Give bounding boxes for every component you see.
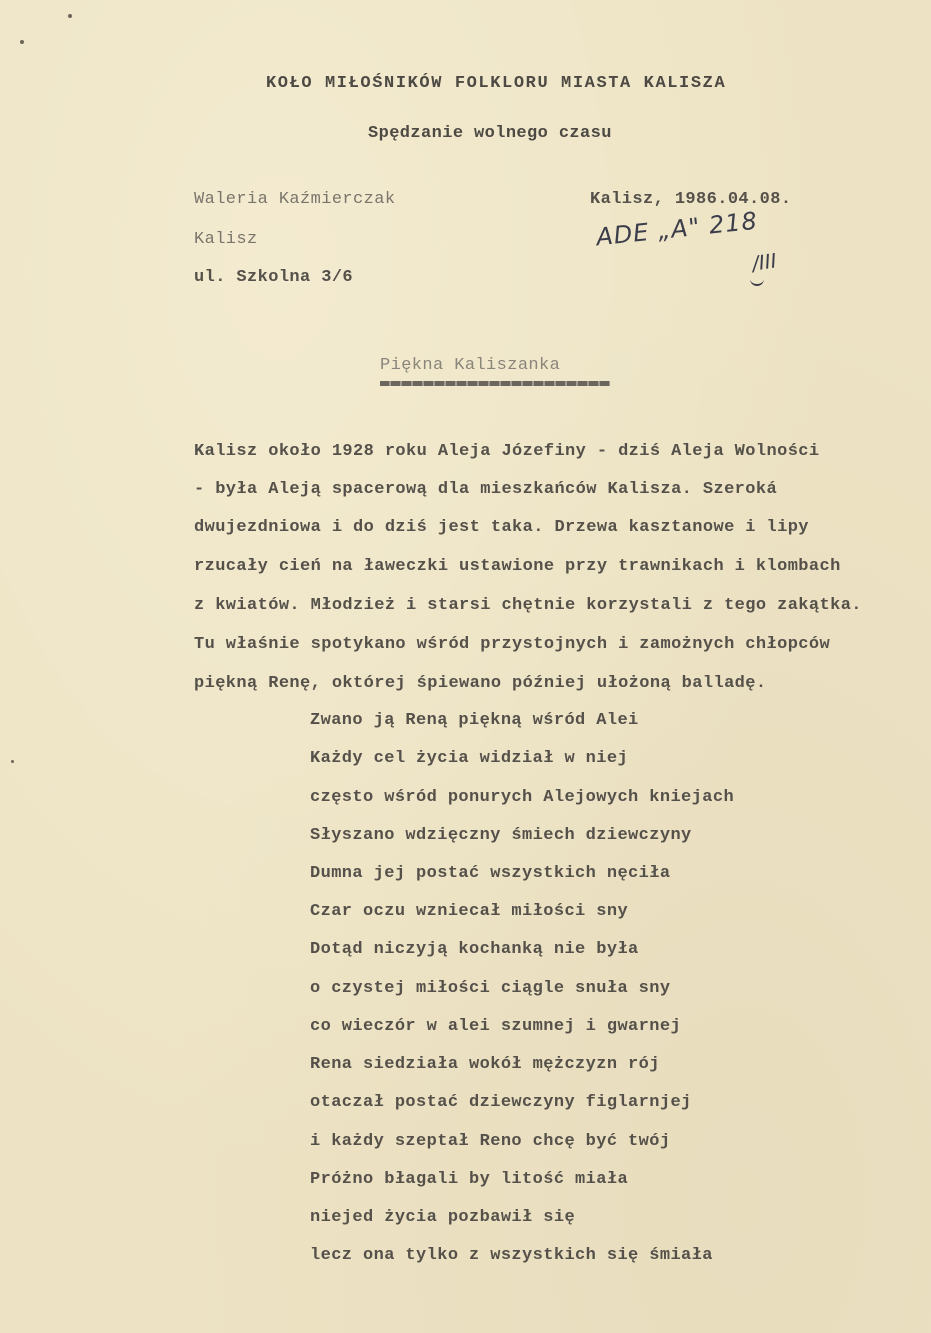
prose-line: Kalisz około 1928 roku Aleja Józefiny - dziś Aleja Wolności (194, 442, 820, 461)
title-underline (380, 381, 610, 386)
verse-line: Zwano ją Reną piękną wśród Alei (310, 711, 639, 730)
verse-line: Rena siedziała wokół mężczyzn rój (310, 1055, 660, 1074)
verse-line: lecz ona tylko z wszystkich się śmiała (310, 1246, 713, 1265)
verse-line: Czar oczu wzniecał miłości sny (310, 902, 629, 921)
verse-line: niejed życia pozbawił się (310, 1208, 576, 1227)
poem-title: Piękna Kaliszanka (380, 356, 561, 375)
verse-line: Każdy cel życia widział w niej (310, 749, 629, 768)
author-name: Waleria Kaźmierczak (194, 190, 396, 209)
prose-line: rzucały cień na ławeczki ustawione przy trawnikach i klombach (194, 557, 841, 576)
prose-line: - była Aleją spacerową dla mieszkańców Kalisza. Szeroká (194, 480, 778, 499)
paper-speck (68, 14, 72, 18)
prose-line: piękną Renę, októrej śpiewano później ułożoną balladę. (194, 674, 767, 693)
paper-speck (20, 40, 24, 44)
verse-line: Słyszano wdzięczny śmiech dziewczyny (310, 826, 692, 845)
verse-line: często wśród ponurych Alejowych kniejach (310, 788, 735, 807)
verse-line: Dumna jej postać wszystkich nęciła (310, 864, 671, 883)
prose-line: dwujezdniowa i do dziś jest taka. Drzewa kasztanowe i lipy (194, 518, 809, 537)
verse-line: Dotąd niczyją kochanką nie była (310, 940, 639, 959)
organization-header: KOŁO MIŁOŚNIKÓW FOLKLORU MIASTA KALISZA (266, 74, 727, 93)
verse-line: otaczał postać dziewczyny figlarnjej (310, 1093, 692, 1112)
verse-line: Próżno błagali by litość miała (310, 1170, 629, 1189)
author-city: Kalisz (194, 230, 258, 249)
archive-annotation-fraction: /III (750, 248, 778, 276)
verse-line: i każdy szeptał Reno chcę być twój (310, 1132, 671, 1151)
verse-line: o czystej miłości ciągle snuła sny (310, 979, 671, 998)
author-street: ul. Szkolna 3/6 (194, 268, 354, 287)
prose-line: Tu właśnie spotykano wśród przystojnych i zamożnych chłopców (194, 635, 831, 654)
paper-speck (11, 760, 14, 763)
verse-line: co wieczór w alei szumnej i gwarnej (310, 1017, 682, 1036)
document-subtitle: Spędzanie wolnego czasu (368, 124, 612, 143)
prose-line: z kwiatów. Młodzież i starsi chętnie korzystali z tego zakątka. (194, 596, 862, 615)
date-line: Kalisz, 1986.04.08. (590, 190, 792, 209)
archive-annotation: ADE „A" 218 (594, 206, 760, 252)
handwritten-mark (750, 276, 764, 286)
